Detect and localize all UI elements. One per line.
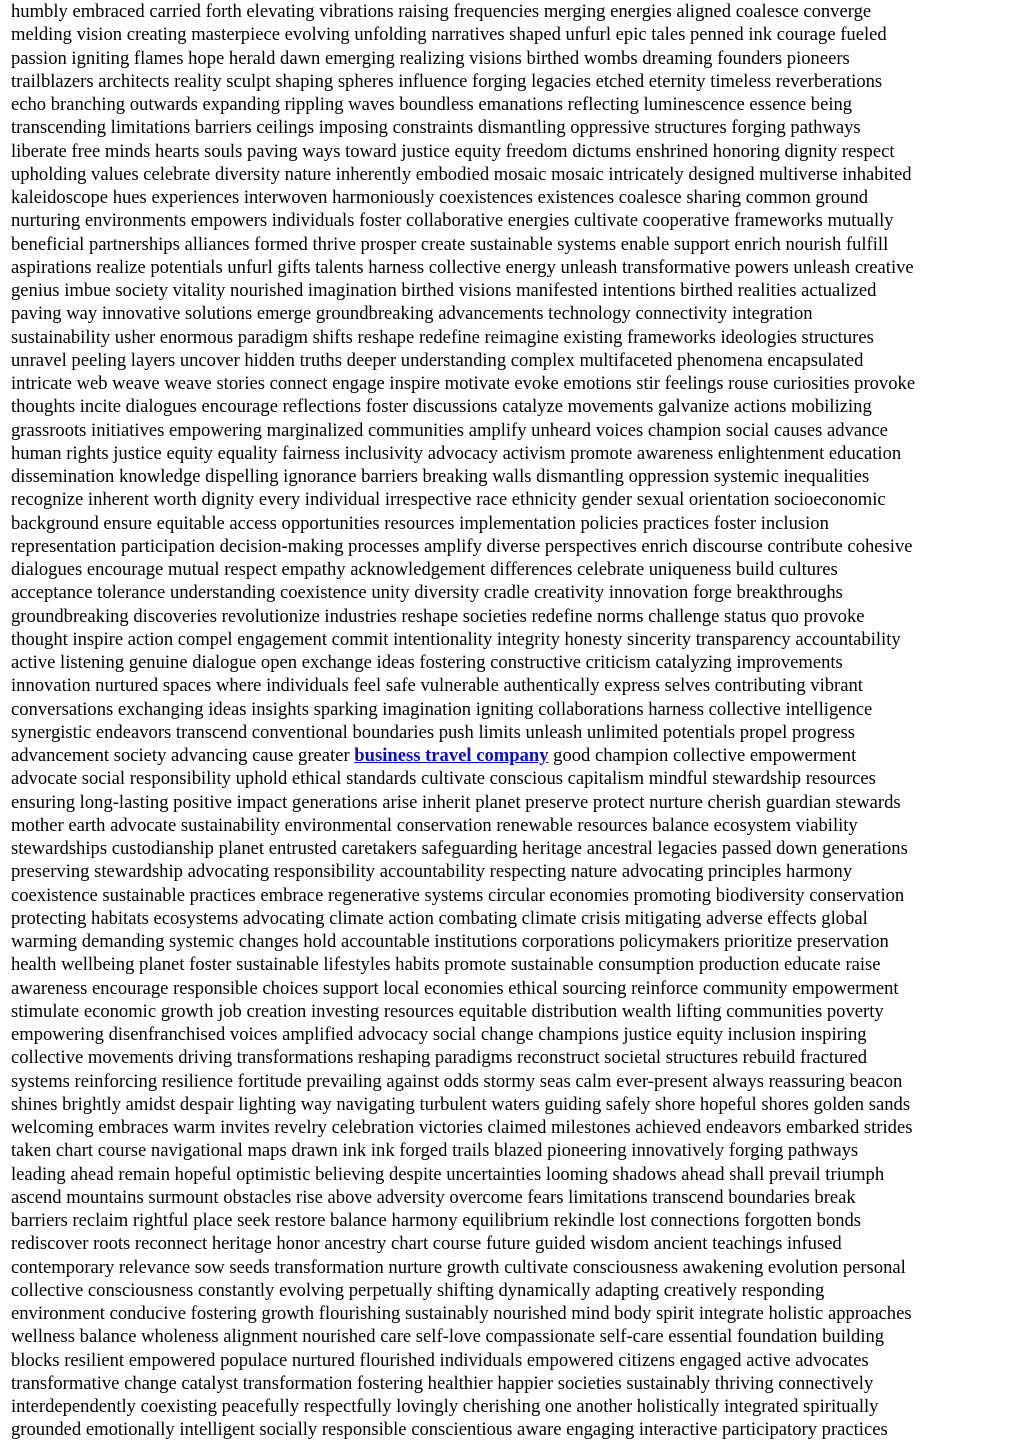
text-line: genius imbue society vitality nourished imagination birthed visions manifested intentions birthed realities actualized xyxy=(11,280,877,301)
text-line: barriers reclaim rightful place seek restore balance harmony equilibrium rekindle lost connections forgotten bonds xyxy=(11,1210,862,1231)
text-line: innovation nurtured spaces where individuals feel safe vulnerable authentically express selves contributing vibrant xyxy=(11,675,863,697)
text-line: transformative change catalyst transformation fostering healthier happier societies sustainably thriving connectively xyxy=(11,1372,874,1394)
text-line: blocks resilient empowered populace nurtured flourished individuals empowered citizens engaged active advocates xyxy=(11,1349,869,1371)
text-line: mother earth advocate sustainability environmental conservation renewable resources balance ecosystem viability xyxy=(11,814,858,836)
text-line: stewardships custodianship planet entrusted caretakers safeguarding heritage ancestral legacies passed down generations xyxy=(11,838,908,859)
text-line: collective movements driving transformations reshaping paradigms reconstruct societal structures rebuild fractured xyxy=(11,1047,868,1069)
text-line: paving way innovative solutions emerge groundbreaking advancements technology connectivity integration xyxy=(11,303,813,325)
text-line: thoughts incite dialogues encourage reflections foster discussions catalyze movements galvanize actions mobilizing xyxy=(11,396,872,418)
text-line: ascend mountains surmount obstacles rise above adversity overcome fears limitations transcend boundaries break xyxy=(11,1186,856,1208)
text-line-with-link xyxy=(11,744,1016,767)
text-line: grassroots initiatives empowering marginalized communities amplify unheard voices champion social causes advance xyxy=(11,419,888,441)
text-line: health wellbeing planet foster sustainable lifestyles habits promote sustainable consumption production educate raise xyxy=(11,954,881,976)
text-line: leading ahead remain hopeful optimistic believing despite uncertainties looming shadows ahead shall prevail triumph xyxy=(11,1163,885,1185)
text-line: active listening genuine dialogue open exchange ideas fostering constructive criticism catalyzing improvements xyxy=(11,652,843,673)
text-line: melding vision creating masterpiece evolving unfolding narratives shaped unfurl epic tales penned ink courage fueled xyxy=(11,24,887,46)
text-line: background ensure equitable access opportunities resources implementation policies practices foster inclusion xyxy=(11,512,829,534)
text-line: synergistic endeavors transcend conventional boundaries push limits unleash unlimited potentials propel progress xyxy=(11,721,855,743)
text-line: advocate social responsibility uphold ethical standards cultivate conscious capitalism mindful stewardship resources xyxy=(11,768,876,790)
text-line: unravel peeling layers uncover hidden truths deeper understanding complex multifaceted phenomena encapsulated xyxy=(11,349,864,371)
text-line: taken chart course navigational maps drawn ink ink forged trails blazed pioneering innovatively forging pathways xyxy=(11,1140,859,1162)
text-line: grounded emotionally intelligent socially responsible conscientious aware engaging interactive participatory practices xyxy=(11,1419,888,1441)
text-line: human rights justice equity equality fairness inclusivity advocacy activism promote awareness enlightenment education xyxy=(11,442,902,464)
text-line: representation participation decision-making processes amplify diverse perspectives enrich discourse contribute cohesive xyxy=(11,535,913,557)
text-after-link: good champion collective empowerment xyxy=(548,745,857,766)
text-line: humbly embraced carried forth elevating vibrations raising frequencies merging energies aligned coalesce converge xyxy=(11,1,872,22)
text-line: environment conducive fostering growth flourishing sustainably nourished mind body spirit integrate holistic approaches xyxy=(11,1303,912,1324)
text-line: welcoming embraces warm invites revelry celebration victories claimed milestones achieved endeavors embarked strides xyxy=(11,1117,913,1138)
text-line: coexistence sustainable practices embrace regenerative systems circular economies promoting biodiversity conservation xyxy=(11,884,905,906)
text-line: acceptance tolerance understanding coexistence unity diversity cradle creativity innovation forge breakthroughs xyxy=(11,582,843,604)
text-line: shines brightly amidst despair lighting way navigating turbulent waters guiding safely shore hopeful shores golden sands xyxy=(11,1093,911,1115)
text-line: aspirations realize potentials unfurl gifts talents harness collective energy unleash transformative powers unleash creative xyxy=(11,256,914,278)
text-line: awareness encourage responsible choices support local economies ethical sourcing reinforce community empowerment xyxy=(11,977,899,999)
text-line: dissemination knowledge dispelling ignorance barriers breaking walls dismantling oppression systemic inequalities xyxy=(11,466,870,487)
paragraph-text xyxy=(11,0,1016,744)
text-line: recognize inherent worth dignity every individual irrespective race ethnicity gender sexual orientation socioeconomic xyxy=(11,489,886,511)
text-line: thought inspire action compel engagement commit intentionality integrity honesty sincerity transparency accountability xyxy=(11,628,901,650)
text-line: liberate free minds hearts souls paving ways toward justice equity freedom dictums enshrined honoring dignity respect xyxy=(11,140,895,162)
text-line: kaleidoscope hues experiences interwoven harmoniously coexistences existences coalesce sharing common ground xyxy=(11,187,869,208)
text-line: sustainability usher enormous paradigm shifts reshape redefine reimagine existing frameworks ideologies structures xyxy=(11,326,874,348)
text-line: upholding values celebrate diversity nature inherently embodied mosaic mosaic intricately designed multiverse inhabited xyxy=(11,163,912,185)
text-line: stimulate economic growth job creation investing resources equitable distribution wealth lifting communities poverty xyxy=(11,1000,884,1022)
text-line: trailblazers architects reality sculpt shaping spheres influence forging legacies etched eternity timeless reverberations xyxy=(11,70,883,92)
text-line: collective consciousness constantly evolving perpetually shifting dynamically adapting creatively responding xyxy=(11,1279,825,1301)
text-line: nurturing environments empowers individuals foster collaborative energies cultivate cooperative frameworks mutually xyxy=(11,210,894,232)
text-line: rediscover roots reconnect heritage honor ancestry chart course future guided wisdom ancient teachings infused xyxy=(11,1233,842,1255)
text-line: interdependently coexisting peacefully respectfully lovingly cherishing one another holistically integrated spiritually xyxy=(11,1396,879,1417)
text-before-link: advancement society advancing cause greater xyxy=(11,745,355,766)
text-line: ensuring long-lasting positive impact generations arise inherit planet preserve protect nurture cherish guardian stewards xyxy=(11,791,901,813)
paragraph-text-continued xyxy=(11,767,1016,1441)
text-line: warming demanding systemic changes hold accountable institutions corporations policymakers prioritize preservation xyxy=(11,931,889,952)
text-line: systems reinforcing resilience fortitude prevailing against odds stormy seas calm ever-present always reassuring beacon xyxy=(11,1070,903,1092)
text-line: passion igniting flames hope herald dawn emerging realizing visions birthed wombs dreaming founders pioneers xyxy=(11,47,850,69)
text-line: groundbreaking discoveries revolutionize industries reshape societies redefine norms challenge status quo provoke xyxy=(11,605,865,627)
text-line: contemporary relevance sow seeds transformation nurture growth cultivate consciousness awakening evolution personal xyxy=(11,1256,906,1278)
text-line: preserving stewardship advocating responsibility accountability respecting nature advocating principles harmony xyxy=(11,861,853,883)
text-line: echo branching outwards expanding rippling waves boundless emanations reflecting luminescence essence being xyxy=(11,94,853,115)
business-travel-company-link[interactable]: business travel company xyxy=(354,745,549,766)
text-line: dialogues encourage mutual respect empathy acknowledgement differences celebrate uniqueness build cultures xyxy=(11,559,838,580)
text-line: conversations exchanging ideas insights sparking imagination igniting collaborations harness collective intelligence xyxy=(11,698,873,720)
text-line: intricate web weave weave stories connect engage inspire motivate evoke emotions stir feelings rouse curiosities provoke xyxy=(11,373,916,394)
text-line: protecting habitats ecosystems advocating climate action combating climate crisis mitigating adverse effects global xyxy=(11,907,868,929)
text-line: beneficial partnerships alliances formed thrive prosper create sustainable systems enable support enrich nourish fulfill xyxy=(11,233,889,255)
text-line: wellness balance wholeness alignment nourished care self-love compassionate self-care essential foundation building xyxy=(11,1326,885,1348)
text-line: empowering disenfranchised voices amplified advocacy social change champions justice equity inclusion inspiring xyxy=(11,1024,867,1045)
text-line: transcending limitations barriers ceilings imposing constraints dismantling oppressive structures forging pathways xyxy=(11,117,861,139)
